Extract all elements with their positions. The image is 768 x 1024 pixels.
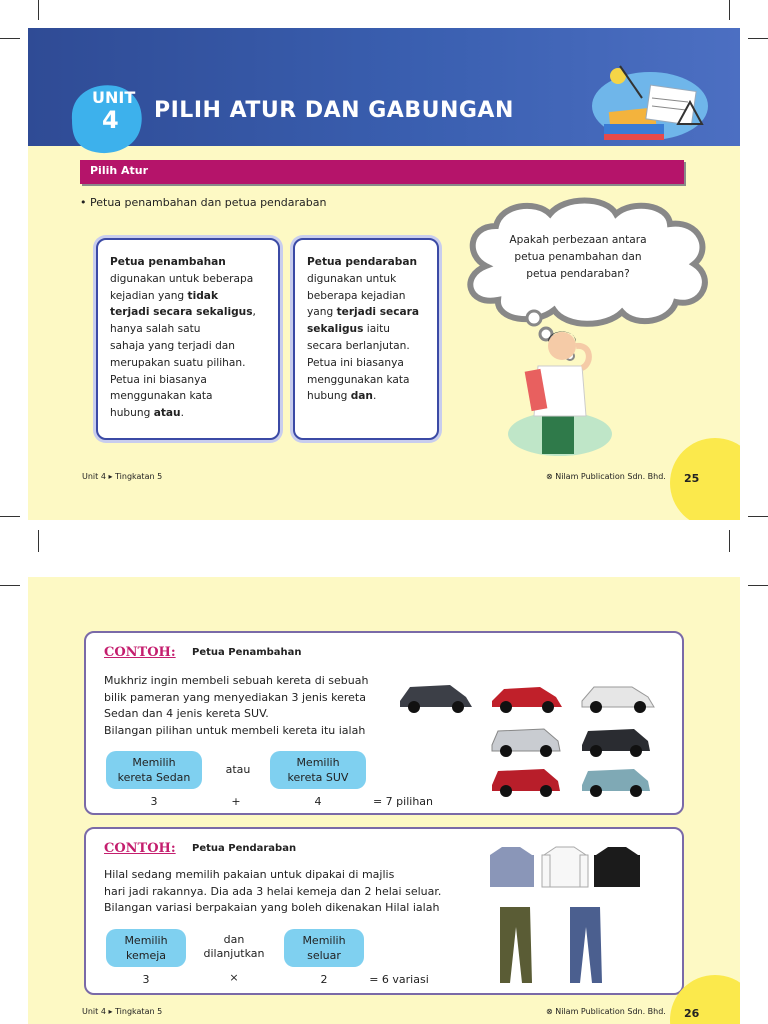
bold-span: dan xyxy=(350,390,373,403)
choose-trousers-pill: Memilih seluar xyxy=(284,929,364,967)
addition-line xyxy=(110,288,266,305)
text-line: Sedan dan 4 jenis kereta SUV. xyxy=(104,707,269,720)
crop-mark xyxy=(729,0,730,20)
page-number-circle xyxy=(670,438,740,520)
example-label: CONTOH: xyxy=(104,841,176,856)
multiplication-line: Petua ini biasanya xyxy=(307,356,404,369)
result-text: = 6 variasi xyxy=(369,973,429,986)
crop-mark xyxy=(748,38,768,39)
multiplication-line xyxy=(307,321,425,338)
addition-line: Petua ini biasanya xyxy=(110,373,207,386)
multiplication-line: menggunakan kata xyxy=(307,373,410,386)
thought-line: Apakah perbezaan antara xyxy=(509,234,647,246)
example-label: CONTOH: xyxy=(104,645,176,660)
addition-line: menggunakan kata xyxy=(110,390,213,403)
footer-publisher: ⊗ Nilam Publication Sdn. Bhd. xyxy=(546,472,666,481)
text-span: . xyxy=(180,407,184,420)
crop-mark xyxy=(0,585,20,586)
addition-line xyxy=(110,304,266,321)
value-b: 4 xyxy=(314,795,322,808)
multiplication-heading: Petua pendaraban xyxy=(307,256,418,268)
choose-suv-pill: Memilih kereta SUV xyxy=(270,751,366,789)
example-addition xyxy=(84,631,684,815)
bold-span: terjadi secara sekaligus xyxy=(110,306,253,319)
thinking-student-illustration xyxy=(502,324,622,458)
footer-unit-label: Unit 4 ▸ Tingkatan 5 xyxy=(82,472,163,481)
text-line: Bilangan variasi berpakaian yang boleh dikenakan Hilal ialah xyxy=(104,901,440,914)
bold-span: sekaligus xyxy=(307,323,364,336)
choose-sedan-pill: Memilih kereta Sedan xyxy=(106,751,202,789)
addition-line: hanya salah satu xyxy=(110,323,201,336)
bold-span: atau xyxy=(153,407,181,420)
example-text xyxy=(104,867,441,917)
text-line: Mukhriz ingin membeli sebuah kereta di sebuah xyxy=(104,674,369,687)
connector-text: atau xyxy=(225,763,251,776)
thought-text xyxy=(484,232,672,283)
multiplication-rule-box xyxy=(293,238,439,440)
bold-span: tidak xyxy=(187,289,219,302)
text-span: yang xyxy=(307,306,337,319)
example-title: Petua Pendaraban xyxy=(192,843,297,854)
value-a: 3 xyxy=(142,973,150,986)
crop-mark xyxy=(748,585,768,586)
crop-mark xyxy=(38,530,39,552)
footer-publisher: ⊗ Nilam Publication Sdn. Bhd. xyxy=(546,1007,666,1016)
crop-mark xyxy=(729,530,730,552)
crop-mark xyxy=(0,516,20,517)
car-images xyxy=(396,669,666,799)
example-multiplication xyxy=(84,827,684,995)
example-text xyxy=(104,673,368,739)
unit-number: 4 xyxy=(102,106,119,134)
thought-line: petua pendaraban? xyxy=(526,268,630,280)
footer-unit-label: Unit 4 ▸ Tingkatan 5 xyxy=(82,1007,163,1016)
crop-mark xyxy=(748,516,768,517)
text-span: hubung xyxy=(307,390,351,403)
multiplication-line xyxy=(307,304,425,321)
section-bar xyxy=(80,160,684,184)
result-text: = 7 pilihan xyxy=(372,795,434,808)
text-line: Hilal sedang memilih pakaian untuk dipakai di majlis xyxy=(104,868,395,881)
bold-span: terjadi secara xyxy=(336,306,420,319)
page-number: 26 xyxy=(684,1007,700,1020)
crop-mark xyxy=(0,38,20,39)
page-number: 25 xyxy=(684,472,700,485)
page-26 xyxy=(28,577,740,1024)
text-line: hari jadi rakannya. Dia ada 3 helai kemeja dan 2 helai seluar. xyxy=(104,884,442,898)
text-span: hubung xyxy=(110,407,154,420)
addition-rule-box xyxy=(96,238,280,440)
unit-label: UNIT xyxy=(92,88,136,107)
operator: × xyxy=(229,971,239,984)
page-title: PILIH ATUR DAN GABUNGAN xyxy=(154,98,514,123)
text-span: iaitu xyxy=(363,323,391,336)
stationery-illustration xyxy=(590,58,710,144)
text-line: bilik pameran yang menyediakan 3 jenis kereta xyxy=(104,690,366,704)
bullet-point: • Petua penambahan dan petua pendaraban xyxy=(80,196,327,209)
addition-line: digunakan untuk beberapa xyxy=(110,272,254,285)
value-b: 2 xyxy=(320,973,328,986)
section-title: Pilih Atur xyxy=(90,164,149,177)
example-title: Petua Penambahan xyxy=(192,647,302,658)
crop-mark xyxy=(38,0,39,20)
addition-line: merupakan suatu pilihan. xyxy=(110,356,246,369)
addition-line: sahaja yang terjadi dan xyxy=(110,339,236,352)
choose-shirt-pill: Memilih kemeja xyxy=(106,929,186,967)
multiplication-line: beberapa kejadian xyxy=(307,289,406,302)
page-25 xyxy=(28,28,740,520)
addition-line xyxy=(110,405,266,422)
text-span: , xyxy=(252,306,256,319)
text-span: . xyxy=(372,390,377,403)
text-line: Bilangan pilihan untuk membeli kereta itu ialah xyxy=(104,723,366,737)
operator: + xyxy=(231,795,241,808)
multiplication-line: secara berlanjutan. xyxy=(307,339,410,352)
thought-line: petua penambahan dan xyxy=(514,251,642,263)
bullet-text: Petua penambahan dan petua pendaraban xyxy=(90,196,327,209)
value-a: 3 xyxy=(150,795,158,808)
clothing-images xyxy=(490,845,650,991)
multiplication-line: digunakan untuk xyxy=(307,272,397,285)
multiplication-line xyxy=(307,388,425,405)
text-span: kejadian yang xyxy=(110,289,188,302)
connector-text: dan dilanjutkan xyxy=(203,933,265,960)
addition-heading: Petua penambahan xyxy=(110,256,226,268)
